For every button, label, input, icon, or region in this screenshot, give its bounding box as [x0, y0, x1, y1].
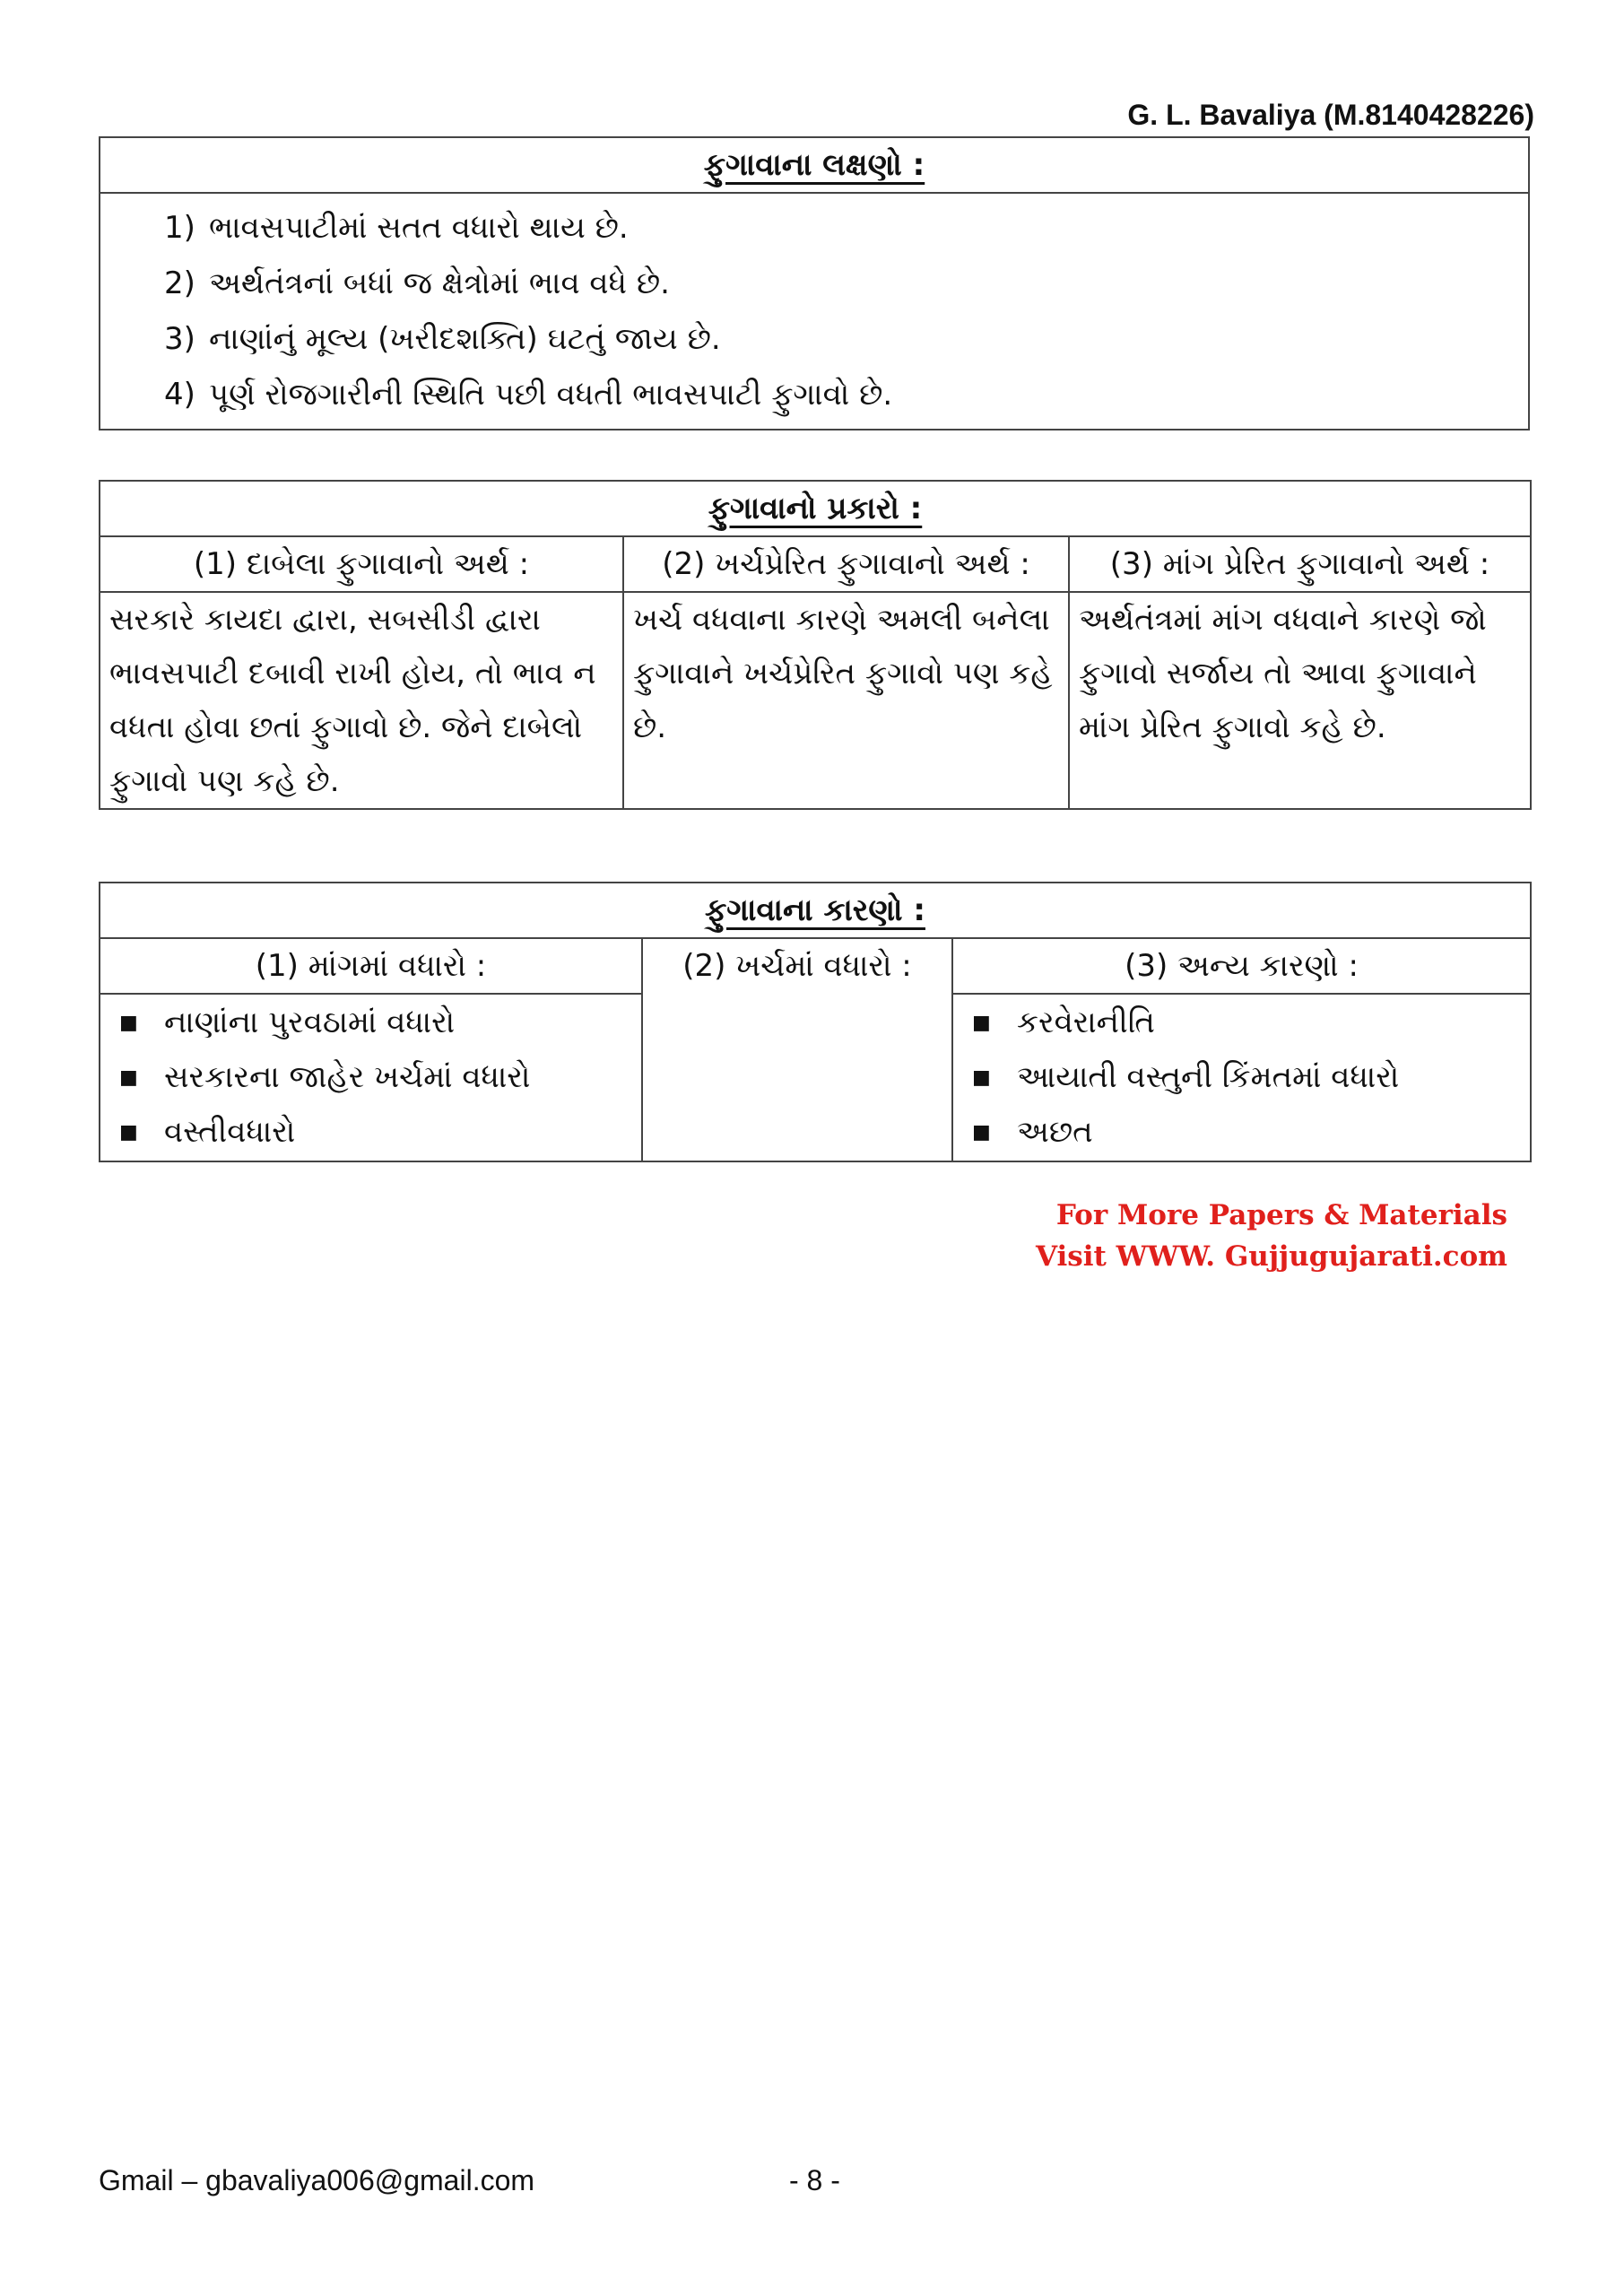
types-col-head-2: (2) ખર્ચપ્રેરિત ફુગાવાનો અર્થ :	[623, 536, 1069, 592]
list-item: ■ નાણાંના પુરવઠામાં વધારો	[164, 996, 640, 1050]
causes-box	[99, 882, 1532, 1162]
author-header: G. L. Bavaliya (M.8140428226)	[1127, 99, 1534, 131]
causes-col-body-3	[952, 994, 1531, 1161]
promo-link[interactable]: Visit WWW. Gujjugujarati.com	[1036, 1240, 1507, 1273]
list-item: 4) પૂર્ણ રોજગારીની સ્થિતિ પછી વધતી ભાવસપાટી ફુગાવો છે.	[164, 377, 893, 413]
types-col-body-2: ખર્ચ વધવાના કારણે અમલી બનેલા ફુગાવાને ખર્ચપ્રેરિત ફુગાવો પણ કહે છે.	[623, 592, 1069, 809]
causes-col-head-1: (1) માંગમાં વધારો :	[100, 938, 642, 994]
promo-text	[1036, 1195, 1507, 1277]
characteristics-list	[101, 195, 1527, 428]
list-item: ■ સરકારના જાહેર ખર્ચમાં વધારો	[164, 1050, 640, 1105]
causes-col-head-2: (2) ખર્ચમાં વધારો :	[642, 938, 952, 1161]
list-item: ■ વસ્તીવધારો	[164, 1105, 640, 1160]
page-number: - 8 -	[789, 2164, 840, 2196]
types-col-head-1: (1) દાબેલા ફુગાવાનો અર્થ :	[100, 536, 623, 592]
types-box	[99, 480, 1532, 810]
characteristics-list-cell	[100, 193, 1529, 430]
square-bullet-icon: ■	[972, 1012, 991, 1034]
square-bullet-icon: ■	[119, 1121, 138, 1144]
characteristics-box	[99, 136, 1530, 430]
list-item: ■ કરવેરાનીતિ	[1017, 996, 1529, 1050]
causes-list-1	[101, 996, 640, 1160]
list-item: ■ આયાતી વસ્તુની કિંમતમાં વધારો	[1017, 1050, 1529, 1105]
list-item: 2) અર્થતંત્રનાં બધાં જ ક્ષેત્રોમાં ભાવ વધે છે.	[164, 265, 670, 301]
list-item: ■ અછત	[1017, 1105, 1529, 1160]
square-bullet-icon: ■	[119, 1066, 138, 1089]
promo-line-1: For More Papers & Materials	[1055, 1199, 1507, 1231]
characteristics-title: ફુગાવાના લક્ષણો :	[100, 137, 1529, 193]
causes-col-head-3: (3) અન્ય કારણો :	[952, 938, 1531, 994]
types-title: ફુગાવાનો પ્રકારો :	[100, 481, 1531, 536]
square-bullet-icon: ■	[972, 1121, 991, 1144]
list-item: 3) નાણાંનું મૂલ્ય (ખરીદશક્તિ) ઘટતું જાય છે.	[164, 321, 721, 357]
causes-title: ફુગાવાના કારણો :	[100, 883, 1531, 938]
types-col-head-3: (3) માંગ પ્રેરિત ફુગાવાનો અર્થ :	[1069, 536, 1531, 592]
list-item: 1) ભાવસપાટીમાં સતત વધારો થાય છે.	[164, 210, 629, 246]
square-bullet-icon: ■	[119, 1012, 138, 1034]
types-col-body-3: અર્થતંત્રમાં માંગ વધવાને કારણે જો ફુગાવો સર્જાય તો આવા ફુગાવાને માંગ પ્રેરિત ફુગાવો કહે છે.	[1069, 592, 1531, 809]
footer-email: Gmail – gbavaliya006@gmail.com	[99, 2164, 535, 2196]
causes-list-3	[954, 996, 1529, 1160]
square-bullet-icon: ■	[972, 1066, 991, 1089]
causes-col-body-1	[100, 994, 642, 1161]
types-col-body-1: સરકારે કાયદા દ્વારા, સબસીડી દ્વારા ભાવસપાટી દબાવી રાખી હોય, તો ભાવ ન વધતા હોવા છતાં ફુગાવો છે. જેને દાબેલો ફુગાવો પણ કહે છે.	[100, 592, 623, 809]
